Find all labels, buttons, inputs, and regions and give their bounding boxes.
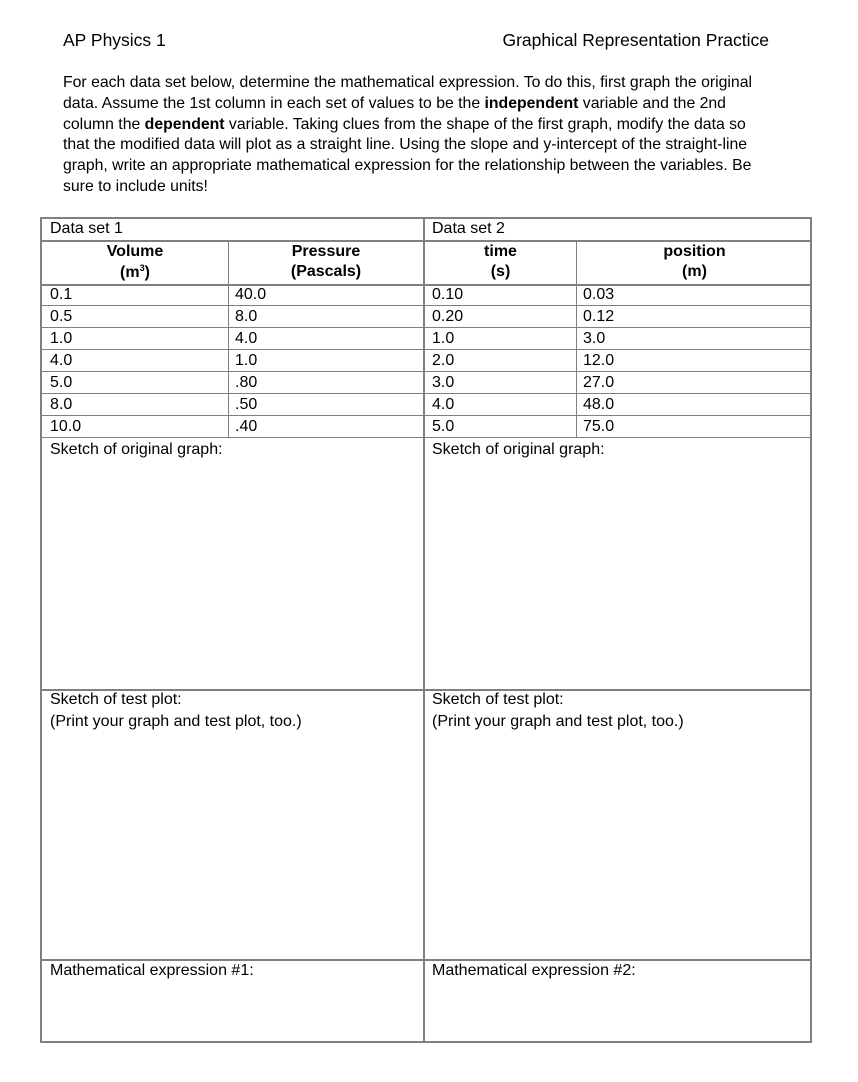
instructions-text-3: variable. Taking clues from the shape of the first graph, modify the data so that the modified data will plot as a straight line. Using the slope and y-intercept of the straight-line graph, write an appropriate mathematical expression for the relationship between the variables. Be sure to include units! [63, 115, 752, 195]
set1-col1-unit-pre: (m [120, 264, 140, 281]
set2-cell: 0.20 [432, 308, 464, 325]
set1-sketch-label: Sketch of original graph: [50, 441, 223, 458]
set2-row-line [425, 327, 812, 328]
header-row-line [42, 284, 810, 286]
set2-cell: 3.0 [432, 374, 455, 391]
set1-cell: 4.0 [235, 330, 258, 347]
set2-row-line [425, 437, 812, 438]
set1-cell: .40 [235, 418, 258, 435]
set1-cell: 1.0 [235, 352, 258, 369]
set1-cell: .80 [235, 374, 258, 391]
set1-cell: 1.0 [50, 330, 73, 347]
set2-row-line [425, 305, 812, 306]
set2-cell: 5.0 [432, 418, 455, 435]
set2-expression-label: Mathematical expression #2: [432, 962, 636, 979]
set1-cell: 4.0 [50, 352, 73, 369]
set1-row-line [42, 415, 423, 416]
set2-cell: 4.0 [432, 396, 455, 413]
set1-expression-label: Mathematical expression #1: [50, 962, 254, 979]
set2-cell: 75.0 [583, 418, 615, 435]
set2-col1-unit: (s) [490, 263, 511, 280]
set2-cell: 27.0 [583, 374, 615, 391]
set2-col1-header: time [484, 243, 517, 260]
set1-row-line [42, 393, 423, 394]
set1-cell: 8.0 [235, 308, 258, 325]
instructions-bold-dependent: dependent [144, 115, 225, 133]
set1-cell: 0.1 [50, 286, 73, 303]
set2-row-line [425, 371, 812, 372]
set1-cell: 40.0 [235, 286, 267, 303]
set1-cell: 8.0 [50, 396, 73, 413]
set2-label: Data set 2 [432, 220, 505, 237]
set1-row-line [42, 437, 423, 438]
set2-test-label: Sketch of test plot: [432, 691, 564, 708]
set2-cell: 0.03 [583, 286, 615, 303]
set1-col2-unit: (Pascals) [290, 263, 362, 280]
set2-cell: 3.0 [583, 330, 606, 347]
set2-cell: 0.10 [432, 286, 464, 303]
worksheet-title: Graphical Representation Practice [502, 30, 769, 50]
set1-col1-unit-sup: 3 [139, 263, 145, 273]
expression-section-line [42, 959, 810, 961]
set1-cell: .50 [235, 396, 258, 413]
instructions-text-2: variable and the 2nd column the [63, 94, 726, 133]
set1-test-label: Sketch of test plot: [50, 691, 182, 708]
set1-cell: 10.0 [50, 418, 82, 435]
set1-col1-header [42, 243, 228, 261]
set1-col1-name: Volume [106, 243, 164, 260]
set1-cell: 0.5 [50, 308, 73, 325]
set2-cell: 1.0 [432, 330, 455, 347]
set2-row-line [425, 349, 812, 350]
set2-cell: 0.12 [583, 308, 615, 325]
label-row-line [42, 240, 810, 242]
set2-col2-unit: (m) [682, 263, 707, 280]
set1-label: Data set 1 [50, 220, 123, 237]
set1-col2-header: Pressure [291, 243, 361, 260]
set2-cell: 2.0 [432, 352, 455, 369]
instructions-bold-independent: independent [484, 94, 579, 112]
worksheet-table [40, 217, 812, 1043]
set1-row-line [42, 371, 423, 372]
set2-row-line [425, 415, 812, 416]
page-header [63, 30, 769, 52]
set2-row-line [425, 393, 812, 394]
center-divider [423, 219, 425, 1041]
instructions [63, 73, 775, 198]
set2-col2-header: position [663, 243, 726, 260]
set1-row-line [42, 349, 423, 350]
set2-sketch-label: Sketch of original graph: [432, 441, 605, 458]
set2-cell: 12.0 [583, 352, 615, 369]
instructions-text-1: For each data set below, determine the mathematical expression. To do this, first graph the original data. Assume the 1st column in each set of values to be the [63, 74, 752, 112]
set2-test-note: (Print your graph and test plot, too.) [432, 713, 684, 730]
set1-row-line [42, 305, 423, 306]
set1-test-note: (Print your graph and test plot, too.) [50, 713, 302, 730]
set1-col1-unit-post: ) [144, 264, 150, 281]
set1-cell: 5.0 [50, 374, 73, 391]
set1-col1-unit [42, 263, 228, 282]
course-title: AP Physics 1 [63, 30, 166, 50]
set2-cell: 48.0 [583, 396, 615, 413]
set1-row-line [42, 327, 423, 328]
